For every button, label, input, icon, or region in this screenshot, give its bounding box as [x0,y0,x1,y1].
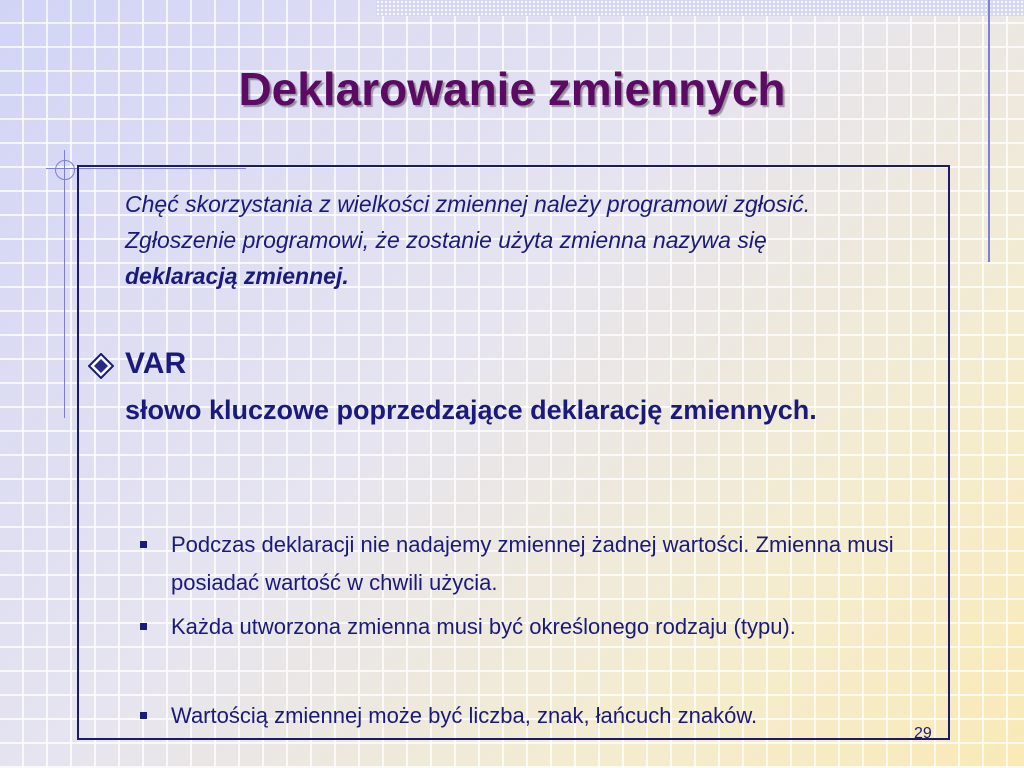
list-item-text: Każda utworzona zmienna musi być określonego rodzaju (typu). [171,614,796,639]
list-item [171,526,931,602]
intro-text: Chęć skorzystania z wielkości zmiennej należy programowi zgłosić. Zgłoszenie programowi, że zostanie użyta zmienna nazywa się [125,191,811,253]
list-item [171,608,931,646]
var-heading: VAR [125,347,187,380]
square-bullet-icon [140,712,147,719]
list-item [171,697,931,735]
list-item-text: Wartością zmiennej może być liczba, znak, łańcuch znaków. [171,703,758,728]
var-description: słowo kluczowe poprzedzające deklarację zmiennych. [125,395,817,425]
square-bullet-icon [140,541,147,548]
square-bullet-icon [140,623,147,630]
slide-title: Deklarowanie zmiennych [238,63,786,115]
intro-emphasis: deklaracją zmiennej. [125,263,349,289]
page-number: 29 [914,725,932,742]
list-item-text: Podczas deklaracji nie nadajemy zmiennej żadnej wartości. Zmienna musi posiadać wartość w chwili użycia. [171,532,894,595]
